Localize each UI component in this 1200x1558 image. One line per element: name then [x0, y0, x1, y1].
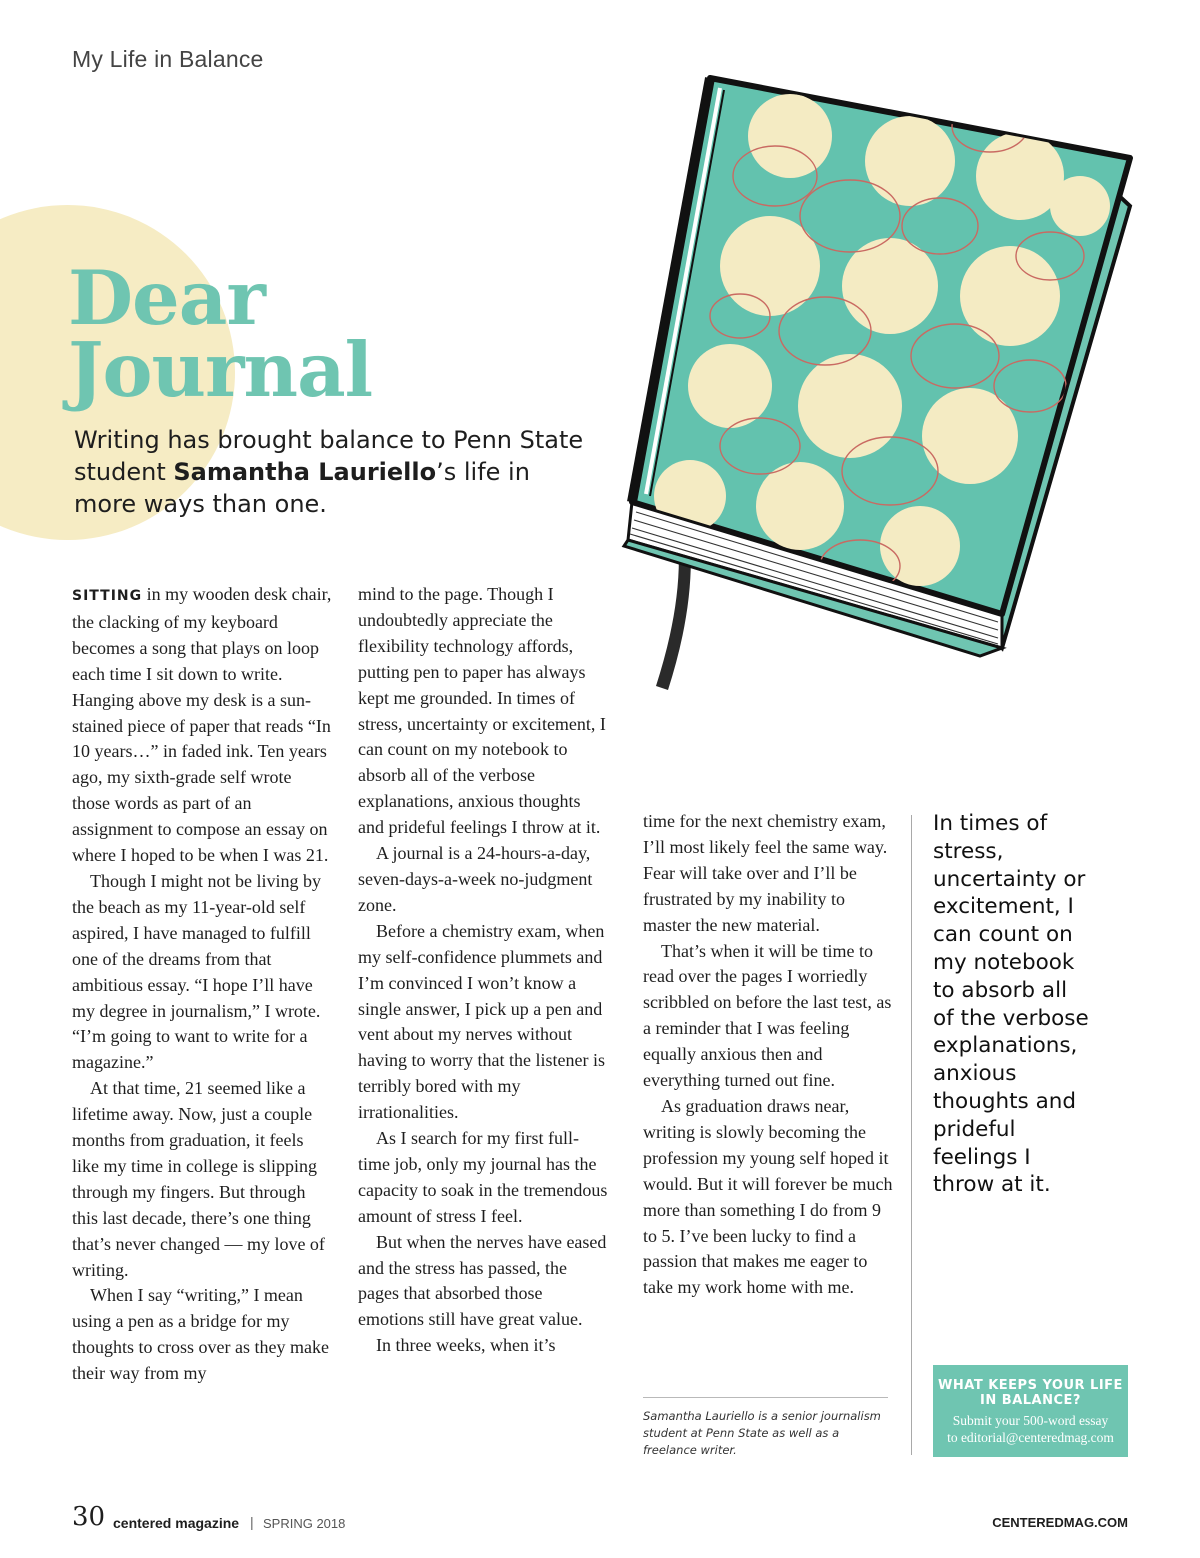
paragraph: In three weeks, when it’s [376, 1335, 556, 1356]
lead-in: SITTING [72, 588, 143, 604]
paragraph: At that time, 21 seemed like a lifetime away. Now, just a couple months from graduation, it feels like my time in college is slipping through my fingers. But through this last decade, there’s one thing that’s never changed — my love of writing. [72, 1078, 325, 1280]
deck-text-end: ’s life in more ways than one. [74, 458, 530, 518]
callout-email[interactable]: to editorial@centeredmag.com [947, 1430, 1114, 1445]
pull-quote-divider [911, 815, 912, 1455]
paragraph: As graduation draws near, writing is slowly becoming the profession my young self hoped it would. But it will forever be much more than something I do from 9 to 5. I’ve been lucky to find a passion that makes me eager to take my work home with me. [643, 1095, 893, 1298]
paragraph: When I say “writing,” I mean using a pen as a bridge for my thoughts to cross over as they make their way from my [72, 1285, 329, 1384]
paragraph: A journal is a 24-hours-a-day, seven-days-a-week no-judgment zone. [358, 843, 593, 915]
callout-line: Submit your 500-word essay [952, 1413, 1109, 1428]
title-line-2: Journal [68, 326, 373, 414]
author-name: Samantha Lauriello [173, 458, 437, 486]
body-column-2 [358, 582, 608, 1359]
article-deck [74, 424, 594, 520]
paragraph: As I search for my first full-time job, only my journal has the capacity to soak in the tremendous amount of stress I feel. [358, 1128, 608, 1226]
author-bio: Samantha Lauriello is a senior journalism student at Penn State as well as a freelance writer. [643, 1409, 881, 1457]
title-line-1: Dear [68, 254, 265, 342]
magazine-name: centered magazine [113, 1515, 240, 1531]
callout-heading: WHAT KEEPS YOUR LIFE IN BALANCE? [938, 1378, 1123, 1408]
website-link[interactable]: CENTEREDMAG.COM [992, 1515, 1128, 1530]
paragraph: mind to the page. Though I undoubtedly appreciate the flexibility technology affords, putting pen to paper has always kept me grounded. In times of stress, uncertainty or excitement, I can count on my notebook to absorb all of the verbose explanations, anxious thoughts and prideful feelings I throw at it. [358, 584, 606, 838]
deck-text: Writing has brought balance to Penn State student [74, 426, 584, 486]
body-column-3 [643, 809, 893, 1301]
journal-illustration [610, 66, 1140, 706]
page-number: 30 [72, 1502, 106, 1532]
body-column-1 [72, 582, 332, 1387]
paragraph: Before a chemistry exam, when my self-confidence plummets and I’m convinced I won’t know a single answer, I pick up a pen and vent about my nerves without having to worry that the listener is terribly bored with my irrationalities. [358, 920, 605, 1123]
issue-label: SPRING 2018 [263, 1516, 346, 1531]
paragraph: That’s when it will be time to read over the pages I worriedly scribbled on before the last test, as a reminder that I was feeling equally anxious then and everything turned out fine. [643, 940, 892, 1091]
paragraph: Though I might not be living by the beach as my 11-year-old self aspired, I have managed to fulfill one of the dreams from that ambitious essay. “I hope I’ll have my degree in journalism,” I wrote. “I’m going to want to write for a magazine.” [72, 870, 321, 1073]
footer-separator: | [250, 1514, 254, 1530]
paragraph [72, 582, 332, 869]
submission-callout [933, 1365, 1128, 1457]
section-label: My Life in Balance [72, 46, 264, 72]
callout-body [933, 1412, 1128, 1446]
paragraph: time for the next chemistry exam, I’ll most likely feel the same way. Fear will take over and I’ll be frustrated by my inability to master the new material. [643, 811, 888, 935]
article-title [68, 254, 373, 414]
pull-quote: In times of stress, uncertainty or excitement, I can count on my notebook to absorb all of the verbose explanations, anxious thoughts and prideful feelings I throw at it. [933, 811, 1089, 1198]
paragraph: But when the nerves have eased and the stress has passed, the pages that absorbed those emotions still have great value. [358, 1231, 607, 1330]
paragraph-text: in my wooden desk chair, the clacking of my keyboard becomes a song that plays on loop each time I sit down to write. Hanging above my desk is a sun-stained piece of paper that reads “In 10 years…” in faded ink. Ten years ago, my sixth-grade self wrote those words as part of an assignment to compose an essay on where I hoped to be when I was 21. [72, 584, 332, 866]
bio-divider [643, 1397, 888, 1398]
